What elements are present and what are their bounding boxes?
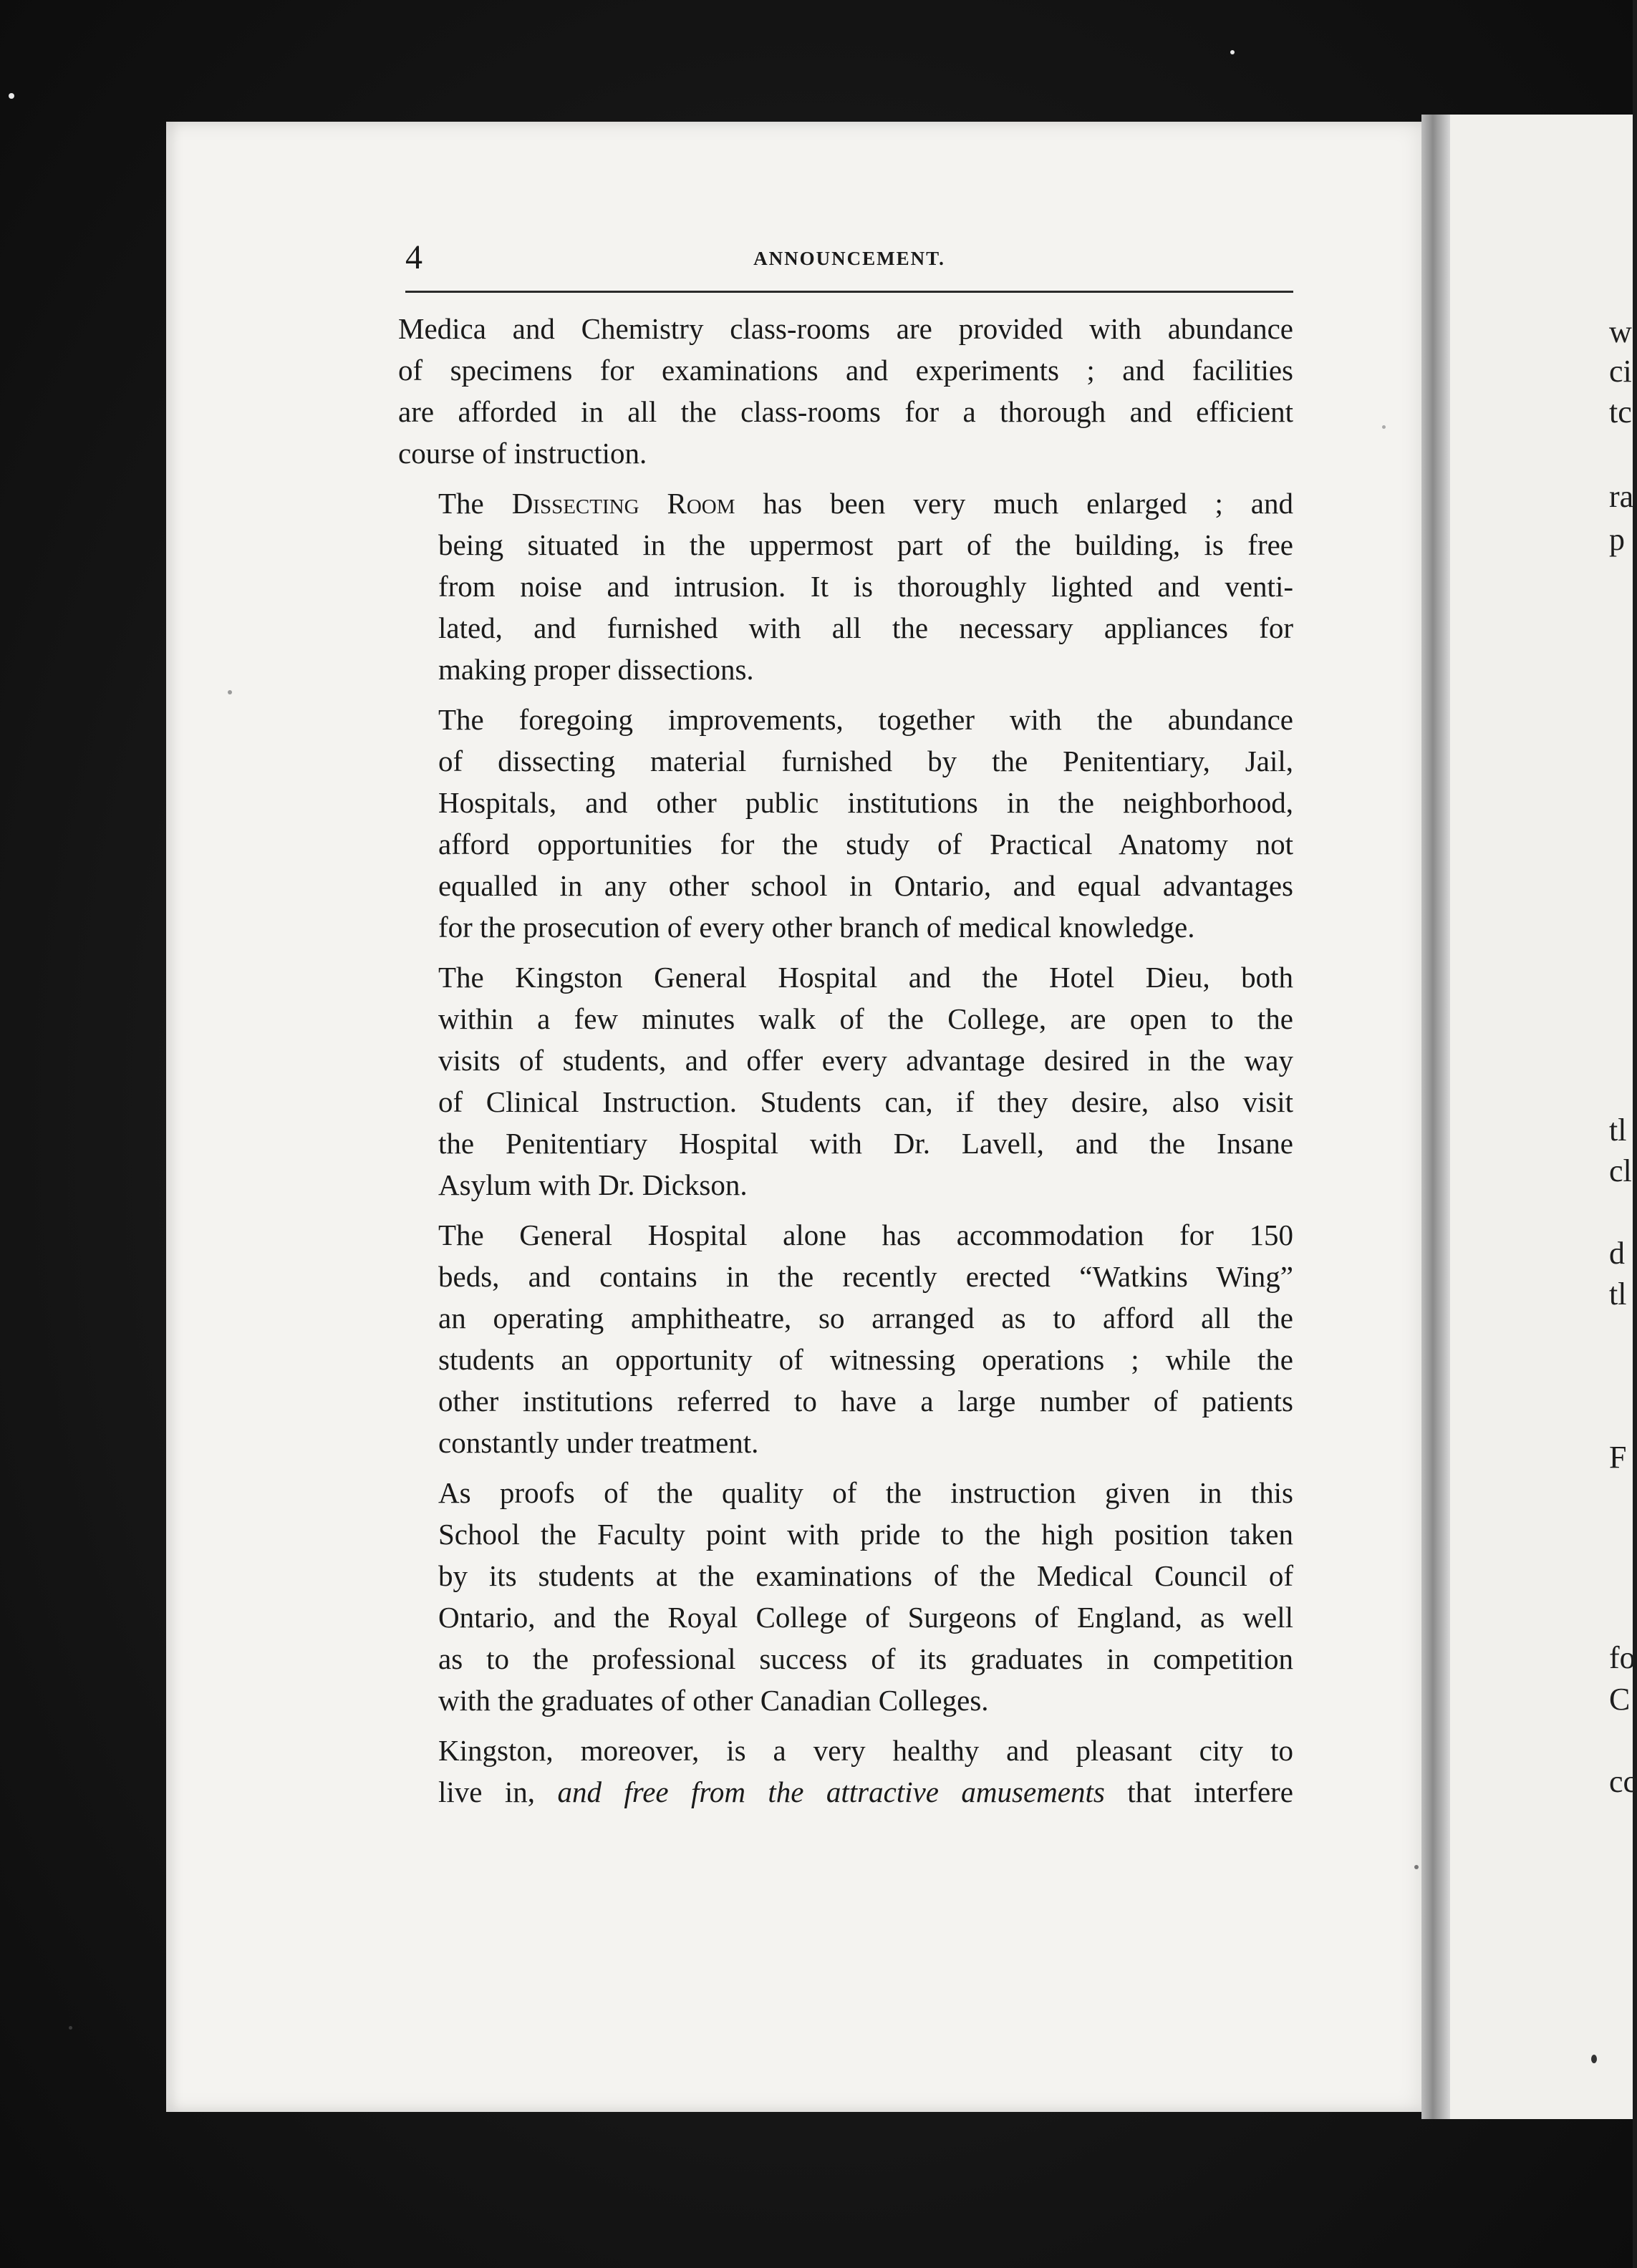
text-line: constantly under treatment.: [438, 1426, 759, 1459]
scan-speck: [1591, 2055, 1597, 2063]
text-line: Hospitals, and other public institutions in the neighborhood,: [438, 786, 1293, 819]
page-gutter: [1421, 115, 1450, 2119]
small-caps-term: Room: [667, 487, 735, 520]
text-run: The: [438, 487, 512, 520]
text-run: that interfere: [1104, 1775, 1293, 1808]
text-line: of dissecting material furnished by the Penitentiary, Jail,: [438, 745, 1293, 777]
paragraph-4: [398, 956, 1293, 1206]
scan-speck: [69, 2026, 72, 2030]
text-line: within a few minutes walk of the College, are open to the: [438, 1002, 1293, 1035]
text-line: Kingston, moreover, is a very healthy and pleasant city to: [438, 1734, 1293, 1767]
text-run: [639, 487, 667, 520]
paragraph-7: [398, 1730, 1293, 1813]
text-line: of specimens for examinations and experiments ; and facilities: [398, 354, 1293, 387]
text-line: the Penitentiary Hospital with Dr. Lavell, and the Insane: [438, 1127, 1293, 1160]
paragraph-5: [398, 1214, 1293, 1463]
text-line: equalled in any other school in Ontario, and equal advantages: [438, 869, 1293, 902]
facing-page-fragment: fo: [1609, 1640, 1636, 1675]
text-line: [398, 1771, 1293, 1813]
text-line: Medica and Chemistry class-rooms are provided with abundance: [398, 312, 1293, 345]
scan-speck: [1382, 425, 1386, 429]
scan-speck: [228, 690, 232, 694]
text-line: The General Hospital alone has accommodation for 150: [438, 1218, 1293, 1251]
facing-page-fragment: F: [1609, 1440, 1627, 1475]
text-run: live in,: [438, 1775, 558, 1808]
text-line: for the prosecution of every other branch of medical knowledge.: [438, 911, 1195, 944]
text-line: with the graduates of other Canadian Colleges.: [438, 1684, 989, 1717]
page-number: 4: [405, 238, 422, 276]
italic-phrase: and free from the attractive amusements: [557, 1775, 1105, 1808]
text-line: As proofs of the quality of the instruction given in this: [438, 1476, 1293, 1509]
text-line: from noise and intrusion. It is thoroughly lighted and venti-: [438, 570, 1293, 603]
text-line: School the Faculty point with pride to the high position taken: [438, 1518, 1293, 1551]
text-line: Asylum with Dr. Dickson.: [438, 1168, 748, 1201]
small-caps-term: Dissecting: [511, 487, 639, 520]
text-line: an operating amphitheatre, so arranged as to afford all the: [438, 1302, 1293, 1334]
facing-page-fragment: C: [1609, 1682, 1631, 1717]
facing-page-fragment: tl: [1609, 1276, 1627, 1312]
text-line: lated, and furnished with all the necessary appliances for: [438, 611, 1293, 644]
facing-page-fragment: w: [1609, 314, 1632, 349]
facing-page-fragment: cc: [1609, 1764, 1637, 1799]
paragraph-1: [398, 308, 1293, 474]
text-line: The Kingston General Hospital and the Hotel Dieu, both: [438, 961, 1293, 994]
text-line: Ontario, and the Royal College of Surgeons of England, as well: [438, 1601, 1293, 1634]
text-line: course of instruction.: [398, 437, 647, 470]
scan-speck: [1414, 1865, 1419, 1869]
text-line: beds, and contains in the recently erected “Watkins Wing”: [438, 1260, 1293, 1293]
text-line: of Clinical Instruction. Students can, if they desire, also visit: [438, 1085, 1293, 1118]
facing-page-fragment: tl: [1609, 1113, 1627, 1148]
text-line: being situated in the uppermost part of the building, is free: [438, 528, 1293, 561]
paragraph-2: [398, 483, 1293, 690]
scan-speck: [1230, 50, 1235, 54]
scan-speck: [9, 93, 14, 99]
facing-page-fragment: tc: [1609, 394, 1632, 430]
paragraph-6: [398, 1472, 1293, 1721]
page-header: [405, 238, 1293, 281]
paragraph-3: [398, 699, 1293, 948]
facing-page-fragment: cl: [1609, 1153, 1632, 1188]
facing-page-fragment: ra: [1609, 479, 1634, 514]
running-title: ANNOUNCEMENT.: [753, 248, 945, 269]
facing-page-fragment: d: [1609, 1236, 1625, 1271]
text-line: visits of students, and offer every advantage desired in the way: [438, 1044, 1293, 1077]
text-line: as to the professional success of its graduates in competition: [438, 1642, 1293, 1675]
facing-page-fragment: ci: [1609, 354, 1632, 389]
text-line: making proper dissections.: [438, 653, 754, 686]
header-rule: [405, 291, 1293, 293]
text-line: The foregoing improvements, together with the abundance: [438, 703, 1293, 736]
text-line: by its students at the examinations of the Medical Council of: [438, 1559, 1293, 1592]
facing-page: [1450, 115, 1637, 2119]
body-text: [398, 308, 1293, 1821]
text-line: afford opportunities for the study of Practical Anatomy not: [438, 828, 1293, 861]
facing-page-fragment: p: [1609, 522, 1625, 557]
text-line: are afforded in all the class-rooms for a thorough and efficient: [398, 395, 1293, 428]
text-line: students an opportunity of witnessing operations ; while the: [438, 1343, 1293, 1376]
text-run: has been very much enlarged ; and: [735, 487, 1294, 520]
text-line: other institutions referred to have a large number of patients: [438, 1385, 1293, 1418]
text-line: [398, 483, 1293, 524]
